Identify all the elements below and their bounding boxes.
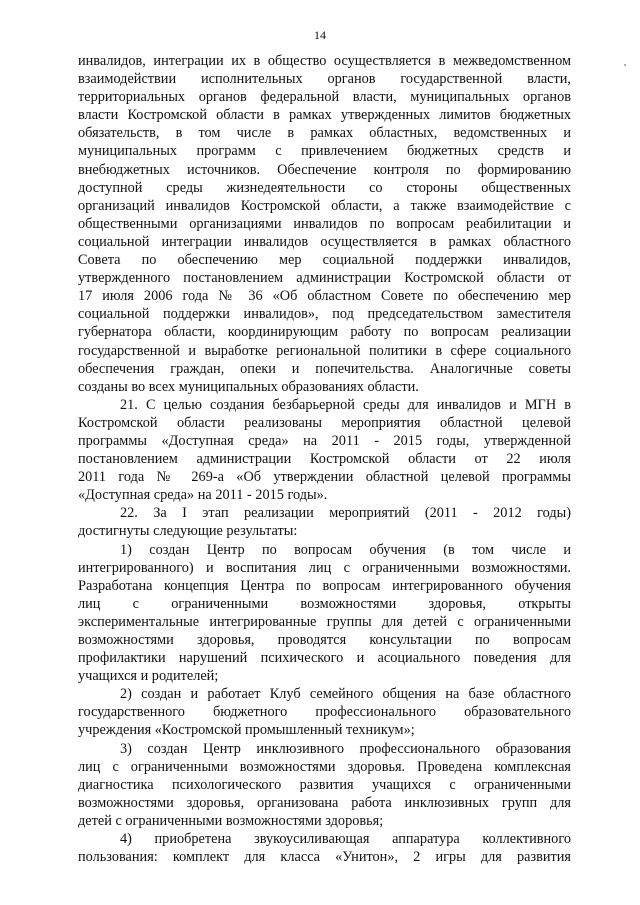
text-line: интегрированного) и воспитания лиц с ограниченными возможностями. (78, 559, 571, 576)
text-line: возможностями здоровья, проводятся консультации по вопросам (78, 632, 571, 648)
text-line: 21. С целью создания безбарьерной среды для инвалидов и МГН в (120, 396, 571, 413)
text-line: территориальных органов федеральной власти, муниципальных органов (78, 89, 571, 106)
text-line: взаимодействии исполнительных органов государственной власти, (78, 71, 571, 88)
text-line: лиц с ограниченными возможностями здоровья. Проведена комплексная (78, 758, 571, 775)
text-line: 3) создан Центр инклюзивного профессионального образования (120, 740, 571, 757)
text-line: обеспечения граждан, опеки и попечительства. Аналогичные советы (78, 360, 571, 377)
text-line: 2) создан и работает Клуб семейного общения на базе областного (120, 686, 571, 703)
scan-mark (624, 64, 626, 66)
text-line: профилактики нарушений психического и асоциального поведения для (78, 650, 571, 667)
text-line: инвалидов, интеграции их в общество осуществляется в межведомственном (78, 53, 571, 69)
body-text (78, 52, 571, 866)
text-line: губернатора области, координирующим работу по вопросам реализации (78, 324, 571, 341)
text-line: 1) создан Центр по вопросам обучения (в том числе и (120, 541, 571, 558)
text-line: 17 июля 2006 года № 36 «Об областном Совете по обеспечению мер (78, 288, 571, 305)
text-line: внебюджетных источников. Обеспечение контроля по формированию (78, 161, 571, 178)
text-line: «Доступная среда» на 2011 - 2015 годы». (78, 487, 328, 504)
text-line: социальной поддержки инвалидов», под председательством заместителя (78, 306, 571, 323)
text-line: Совета по обеспечению мер социальной поддержки инвалидов, (78, 252, 571, 269)
text-line: власти Костромской области в рамках утвержденных лимитов бюджетных (78, 107, 571, 124)
text-line: утвержденного постановлением администрации Костромской области от (78, 270, 571, 287)
text-line: учащихся и родителей; (78, 668, 219, 685)
text-line: общественными организациями инвалидов по вопросам реабилитации и (78, 215, 571, 232)
text-line: детей с ограниченными возможностями здоровья; (78, 812, 384, 829)
text-line: Разработана концепция Центра по вопросам интегрированного обучения (78, 577, 571, 594)
text-line: программы «Доступная среда» на 2011 - 2015 годы, утвержденной (78, 432, 571, 449)
text-line: достигнуты следующие результаты: (78, 523, 298, 540)
text-line: 22. За I этап реализации мероприятий (2011 - 2012 годы) (120, 505, 571, 522)
text-line: государственного бюджетного профессионального образовательного (78, 704, 571, 721)
text-line: обязательств, в том числе в рамках областных, ведомственных и (78, 125, 571, 142)
text-line: диагностика психологического развития учащихся с ограниченными (78, 776, 571, 793)
page-number: 14 (314, 28, 326, 42)
text-line: постановлением администрации Костромской области от 22 июля (78, 451, 571, 468)
text-line: доступной среды жизнедеятельности со стороны общественных (78, 179, 571, 196)
text-line: созданы во всех муниципальных образованиях области. (78, 378, 419, 395)
text-line: возможностями здоровья, организована работа инклюзивных групп для (78, 794, 571, 811)
text-line: Костромской области реализованы мероприятия областной целевой (78, 414, 571, 431)
text-line: государственной и выработке региональной политики в сфере социального (78, 342, 571, 359)
text-line: организаций инвалидов Костромской области, а также взаимодействие с (78, 197, 571, 214)
text-line: экспериментальные интегрированные группы для детей с ограниченными (78, 613, 571, 630)
text-line: лиц с ограниченными возможностями здоровья, открыты (78, 595, 571, 612)
text-line: муниципальных программ с привлечением бюджетных средств и (78, 143, 571, 160)
text-line: социальной интеграции инвалидов осуществляется в рамках областного (78, 233, 571, 250)
text-line: учреждения «Костромской промышленный техникум»; (78, 722, 415, 739)
text-line: пользования: комплект для класса «Унитон», 2 игры для развития (78, 849, 571, 866)
text-line: 4) приобретена звукоусиливающая аппаратура коллективного (120, 831, 571, 848)
text-line: 2011 года № 269-а «Об утверждении областной целевой программы (78, 469, 571, 486)
